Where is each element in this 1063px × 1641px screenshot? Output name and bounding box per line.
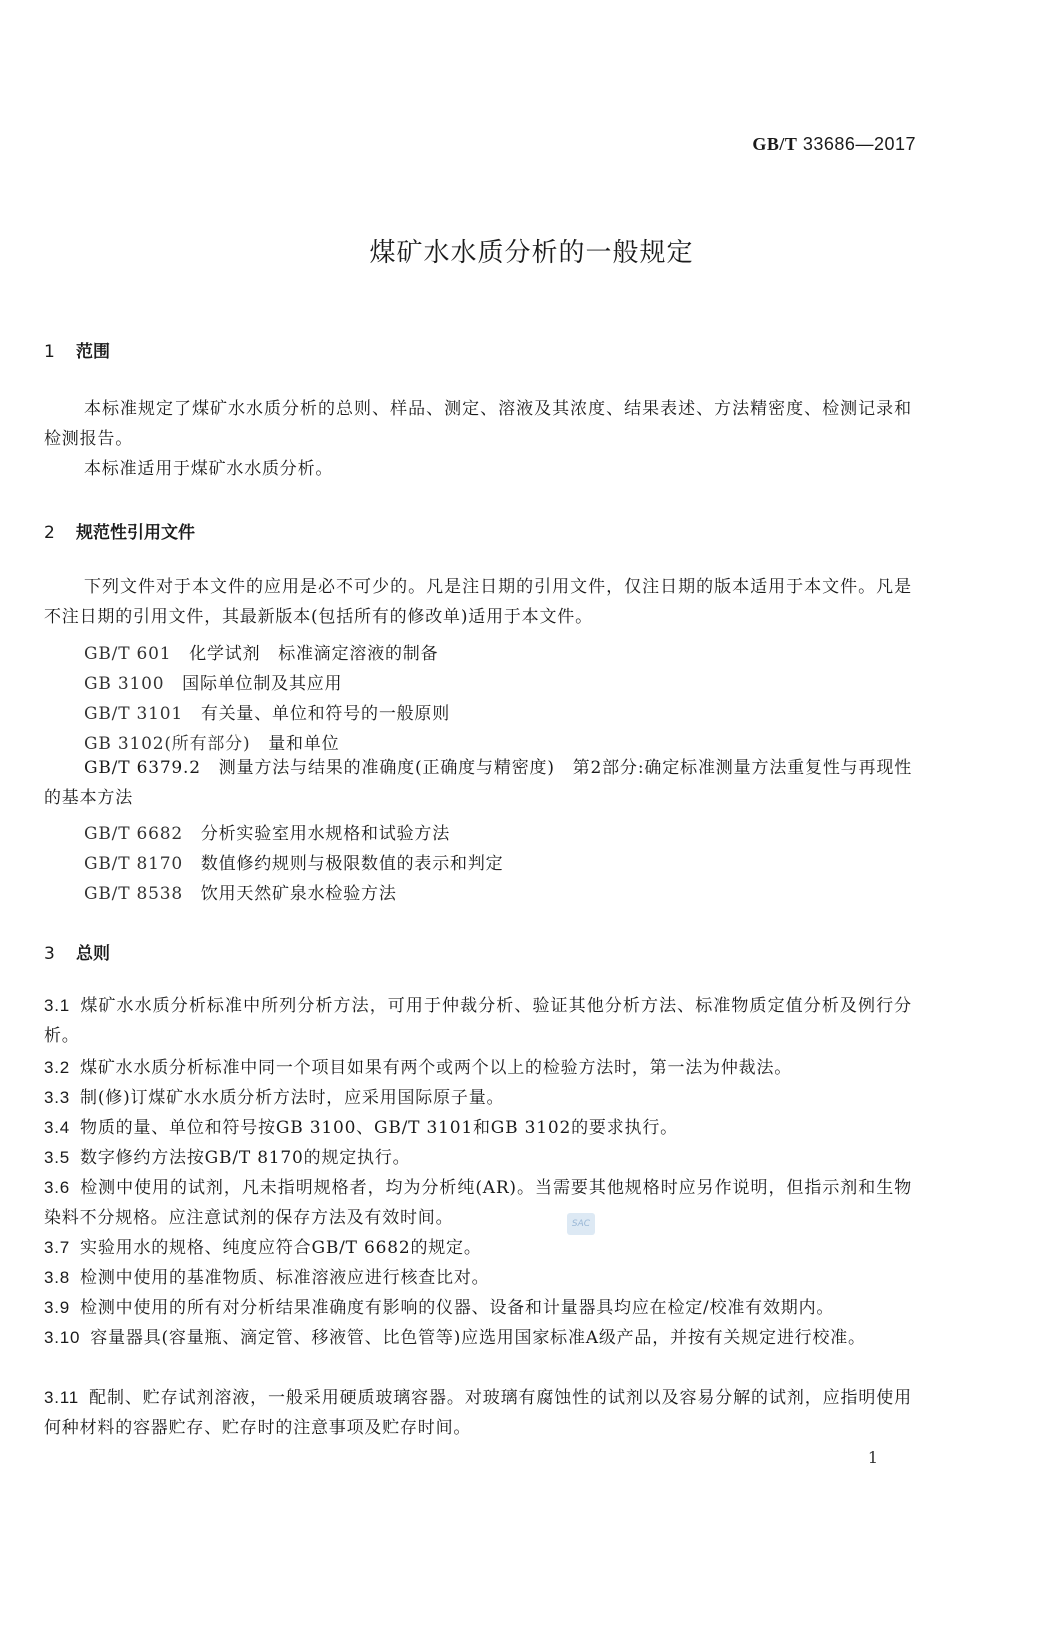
reference-title: 分析实验室用水规格和试验方法 — [200, 824, 451, 844]
clause — [44, 991, 912, 1051]
clause-text: 容量器具(容量瓶、滴定管、移液管、比色管等)应选用国家标准A级产品，并按有关规定进行校准。 — [90, 1328, 866, 1348]
clause-number: 3.10 — [44, 1328, 81, 1347]
clause — [44, 1113, 912, 1143]
clause-text: 检测中使用的所有对分析结果准确度有影响的仪器、设备和计量器具均应在检定/校准有效期内。 — [80, 1298, 835, 1318]
document-title: 煤矿水水质分析的一般规定 — [369, 238, 694, 268]
clause-number: 3.1 — [44, 996, 71, 1015]
clause-text: 煤矿水水质分析标准中同一个项目如果有两个或两个以上的检验方法时，第一法为仲裁法。 — [80, 1058, 793, 1078]
section-title: 规范性引用文件 — [76, 523, 195, 543]
clause — [44, 1173, 912, 1233]
reference-code: GB/T 8170 — [84, 854, 184, 874]
clause — [44, 1083, 912, 1113]
reference-code: GB/T 3101 — [84, 704, 184, 724]
section-heading-scope — [44, 337, 110, 362]
clause-number: 3.7 — [44, 1238, 71, 1257]
clause-text: 检测中使用的试剂，凡未指明规格者，均为分析纯(AR)。当需要其他规格时应另作说明，但指示剂和生物染料不分规格。应注意试剂的保存方法及有效时间。 — [44, 1178, 912, 1228]
reference-code: GB/T 601 — [84, 644, 172, 664]
reference-code: GB 3100 — [84, 674, 165, 694]
clause-text: 数字修约方法按GB/T 8170的规定执行。 — [80, 1148, 411, 1168]
paragraph: 本标准规定了煤矿水水质分析的总则、样品、测定、溶液及其浓度、结果表述、方法精密度、检测记录和检测报告。 — [44, 399, 912, 449]
clause — [44, 1053, 912, 1083]
reference-item — [84, 699, 450, 724]
standard-code — [752, 134, 916, 155]
section-number: 3 — [44, 944, 55, 964]
reference-code: GB/T 6682 — [84, 824, 184, 844]
clause-text: 配制、贮存试剂溶液，一般采用硬质玻璃容器。对玻璃有腐蚀性的试剂以及容易分解的试剂，应指明使用何种材料的容器贮存、贮存时的注意事项及贮存时间。 — [44, 1388, 912, 1438]
reference-code: GB 3102(所有部分) — [84, 734, 251, 754]
clause-number: 3.4 — [44, 1118, 71, 1137]
clause — [44, 1233, 912, 1263]
reference-title: 数值修约规则与极限数值的表示和判定 — [200, 854, 504, 874]
clause-text: 物质的量、单位和符号按GB 3100、GB/T 3101和GB 3102的要求执行。 — [80, 1118, 678, 1138]
section-heading-normative-references — [44, 518, 195, 543]
reference-item — [84, 729, 339, 754]
section-title: 总则 — [76, 944, 110, 964]
reference-item — [84, 849, 503, 874]
section-number: 2 — [44, 523, 55, 543]
page-number: 1 — [867, 1448, 878, 1467]
clause-number: 3.11 — [44, 1388, 80, 1407]
clause — [44, 1143, 912, 1173]
reference-title: 国际单位制及其应用 — [182, 674, 343, 694]
clause-text: 制(修)订煤矿水水质分析方法时，应采用国际原子量。 — [80, 1088, 505, 1108]
clause-number: 3.2 — [44, 1058, 71, 1077]
clause-number: 3.3 — [44, 1088, 71, 1107]
reference-code: GB/T 8538 — [84, 884, 184, 904]
clause — [44, 1263, 912, 1293]
paragraph: 下列文件对于本文件的应用是必不可少的。凡是注日期的引用文件，仅注日期的版本适用于本文件。凡是不注日期的引用文件，其最新版本(包括所有的修改单)适用于本文件。 — [44, 577, 912, 627]
section-number: 1 — [44, 342, 55, 362]
reference-item — [84, 879, 397, 904]
section-heading-general — [44, 939, 110, 964]
clause-text: 煤矿水水质分析标准中所列分析方法，可用于仲裁分析、验证其他分析方法、标准物质定值分析及例行分析。 — [44, 996, 912, 1046]
clause — [44, 1383, 912, 1443]
clause-number: 3.8 — [44, 1268, 71, 1287]
standard-number: 33686—2017 — [802, 134, 916, 154]
reference-item — [84, 669, 342, 694]
paragraph: 本标准适用于煤矿水水质分析。 — [84, 459, 334, 479]
reference-title: 有关量、单位和符号的一般原则 — [200, 704, 451, 724]
reference-item — [44, 753, 912, 813]
clause-number: 3.9 — [44, 1298, 71, 1317]
reference-code: GB/T 6379.2 — [84, 758, 201, 778]
section-title: 范围 — [76, 342, 110, 362]
clause — [44, 1293, 912, 1323]
clause — [44, 1323, 912, 1353]
clause-text: 实验用水的规格、纯度应符合GB/T 6682的规定。 — [80, 1238, 482, 1258]
reference-title: 化学试剂 标准滴定溶液的制备 — [189, 644, 439, 664]
reference-item — [84, 819, 450, 844]
watermark-logo: SAC — [567, 1213, 595, 1235]
clause-number: 3.6 — [44, 1178, 71, 1197]
reference-title: 量和单位 — [268, 734, 340, 754]
reference-title: 测量方法与结果的准确度(正确度与精密度) 第2部分:确定标准测量方法重复性与再现性的基本方法 — [44, 758, 912, 808]
reference-item — [84, 639, 438, 664]
standard-prefix: GB/T — [752, 134, 798, 154]
clause-number: 3.5 — [44, 1148, 71, 1167]
clause-text: 检测中使用的基准物质、标准溶液应进行核查比对。 — [80, 1268, 490, 1288]
reference-title: 饮用天然矿泉水检验方法 — [200, 884, 397, 904]
